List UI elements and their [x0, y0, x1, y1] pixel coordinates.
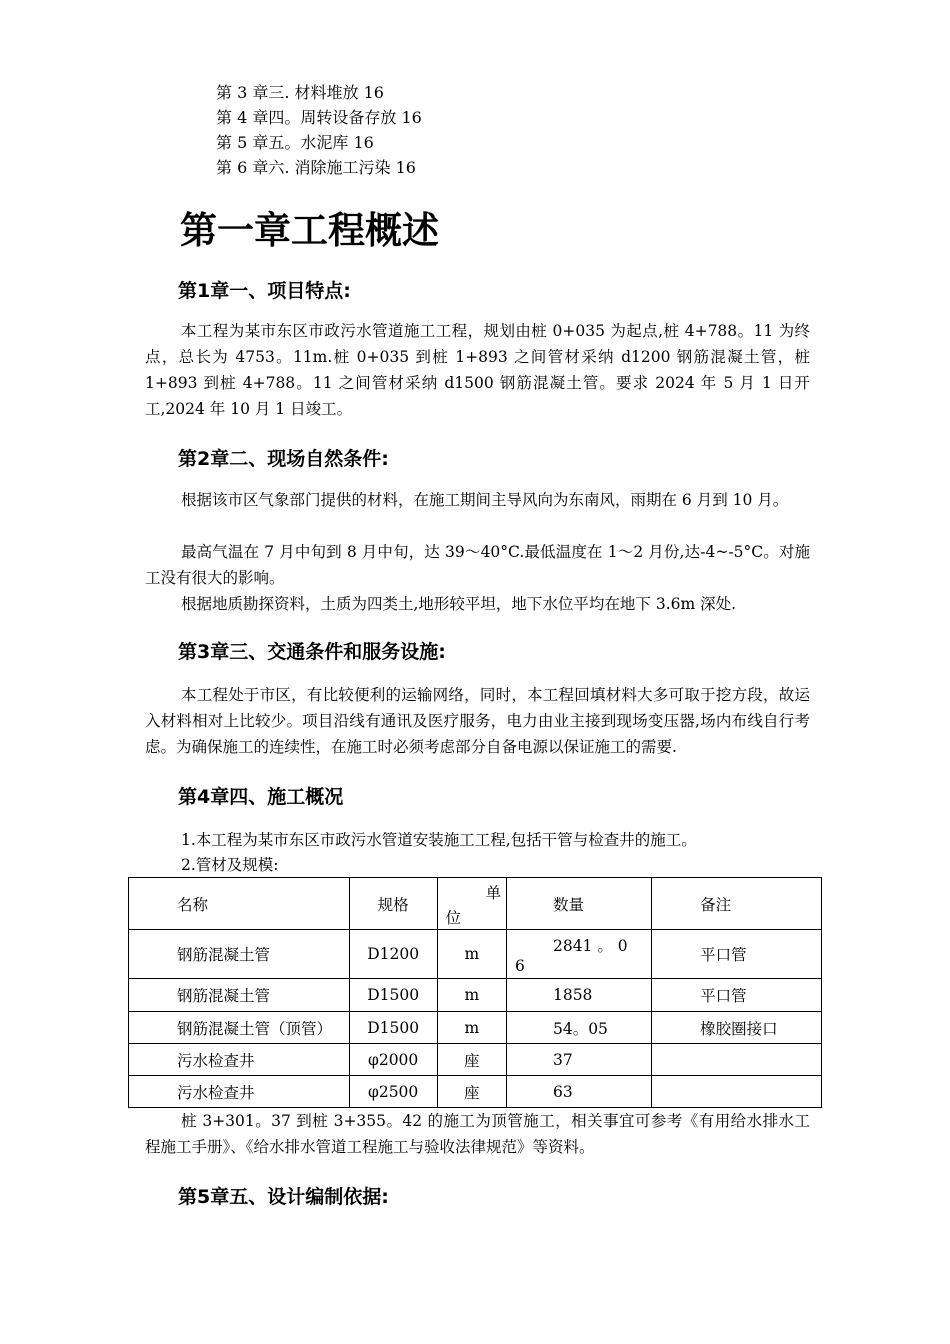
cell-name: 钢筋混凝土管 — [129, 930, 350, 979]
section-2-paragraph-2: 最高气温在 7 月中旬到 8 月中旬，达 39～40°C.最低温度在 1～2 月份,达-4~-5°C。对施工没有很大的影响。 — [145, 543, 810, 587]
cell-quantity: 1858 — [506, 979, 651, 1012]
cell-quantity — [506, 930, 651, 979]
cell-name: 污水检查井 — [129, 1044, 350, 1076]
toc-item[interactable]: 第 4 章四。周转设备存放 16 — [216, 108, 422, 127]
cell-quantity: 37 — [506, 1044, 651, 1076]
table-row — [129, 1076, 822, 1108]
header-name: 名称 — [129, 878, 350, 930]
section-heading-1: 第1章一、项目特点: — [178, 280, 351, 302]
cell-unit: 座 — [437, 1044, 506, 1076]
cell-name: 污水检查井 — [129, 1076, 350, 1108]
table-row — [129, 979, 822, 1012]
cell-quantity-line-2: 6 — [514, 956, 525, 975]
cell-quantity: 54。05 — [506, 1012, 651, 1044]
table-row — [129, 930, 822, 979]
cell-spec: φ2500 — [349, 1076, 437, 1108]
section-4-line-1: 1.本工程为某市东区市政污水管道安装施工工程,包括干管与检查井的施工。 — [181, 831, 697, 849]
cell-spec: D1500 — [349, 979, 437, 1012]
toc-item[interactable]: 第 6 章六. 消除施工污染 16 — [216, 158, 416, 177]
header-unit-part-2: 位 — [445, 908, 462, 927]
pipe-spec-table — [128, 877, 822, 1108]
section-heading-2: 第2章二、现场自然条件: — [178, 448, 389, 470]
section-heading-4: 第4章四、施工概况 — [178, 786, 344, 808]
cell-name: 钢筋混凝土管（顶管） — [129, 1012, 350, 1044]
cell-name: 钢筋混凝土管 — [129, 979, 350, 1012]
table-row — [129, 1044, 822, 1076]
cell-unit: m — [437, 979, 506, 1012]
section-4-note: 桩 3+301。37 到桩 3+355。42 的施工为顶管施工，相关事宜可参考《有用给水排水工程施工手册》、《给水排水管道工程施工与验收法律规范》等资料。 — [145, 1112, 810, 1156]
table-of-contents — [216, 80, 422, 180]
section-heading-3: 第3章三、交通条件和服务设施: — [178, 641, 446, 663]
cell-unit: m — [437, 1012, 506, 1044]
section-3-paragraph: 本工程处于市区，有比较便利的运输网络，同时，本工程回填材料大多可取于挖方段，故运入材料相对上比较少。项目沿线有通讯及医疗服务，电力由业主接到现场变压器,场内布线自行考虑。为确保施工的连续性，在施工时必须考虑部分自备电源以保证施工的需要. — [145, 686, 810, 756]
cell-remark: 橡胶圈接口 — [652, 1012, 822, 1044]
header-unit — [437, 878, 506, 930]
header-unit-part-1: 单 — [485, 883, 502, 902]
section-1-paragraph: 本工程为某市东区市政污水管道施工工程，规划由桩 0+035 为起点,桩 4+788。11 为终点，总长为 4753。11m.桩 0+035 到桩 1+893 之间管材采纳 d1200 钢筋混凝土管，桩 1+893 到桩 4+788。11 之间管材采纳 d1500 钢筋混凝土管。要求 2024 年 5 月 1 日开工,2024 年 10 月 1 日竣工。 — [145, 322, 810, 418]
toc-item[interactable]: 第 5 章五。水泥库 16 — [216, 133, 374, 152]
cell-remark: 平口管 — [652, 979, 822, 1012]
cell-unit: m — [437, 930, 506, 979]
cell-spec: D1500 — [349, 1012, 437, 1044]
cell-remark — [652, 1044, 822, 1076]
section-2-paragraph-3: 根据地质勘探资料，土质为四类土,地形较平坦，地下水位平均在地下 3.6m 深处. — [181, 595, 737, 613]
header-remark: 备注 — [652, 878, 822, 930]
cell-remark: 平口管 — [652, 930, 822, 979]
section-4-line-2: 2.管材及规模: — [181, 856, 279, 874]
table-row — [129, 1012, 822, 1044]
header-quantity: 数量 — [506, 878, 651, 930]
chapter-title: 第一章工程概述 — [180, 209, 439, 252]
cell-spec: D1200 — [349, 930, 437, 979]
cell-spec: φ2000 — [349, 1044, 437, 1076]
cell-unit: 座 — [437, 1076, 506, 1108]
cell-quantity: 63 — [506, 1076, 651, 1108]
toc-item[interactable]: 第 3 章三. 材料堆放 16 — [216, 83, 384, 102]
cell-remark — [652, 1076, 822, 1108]
section-2-paragraph-1: 根据该市区气象部门提供的材料，在施工期间主导风向为东南风，雨期在 6 月到 10 月。 — [181, 491, 789, 509]
cell-quantity-line-1: 2841 。 0 — [552, 936, 628, 955]
table-header-row — [129, 878, 822, 930]
section-heading-5: 第5章五、设计编制依据: — [178, 1186, 389, 1208]
header-spec: 规格 — [349, 878, 437, 930]
